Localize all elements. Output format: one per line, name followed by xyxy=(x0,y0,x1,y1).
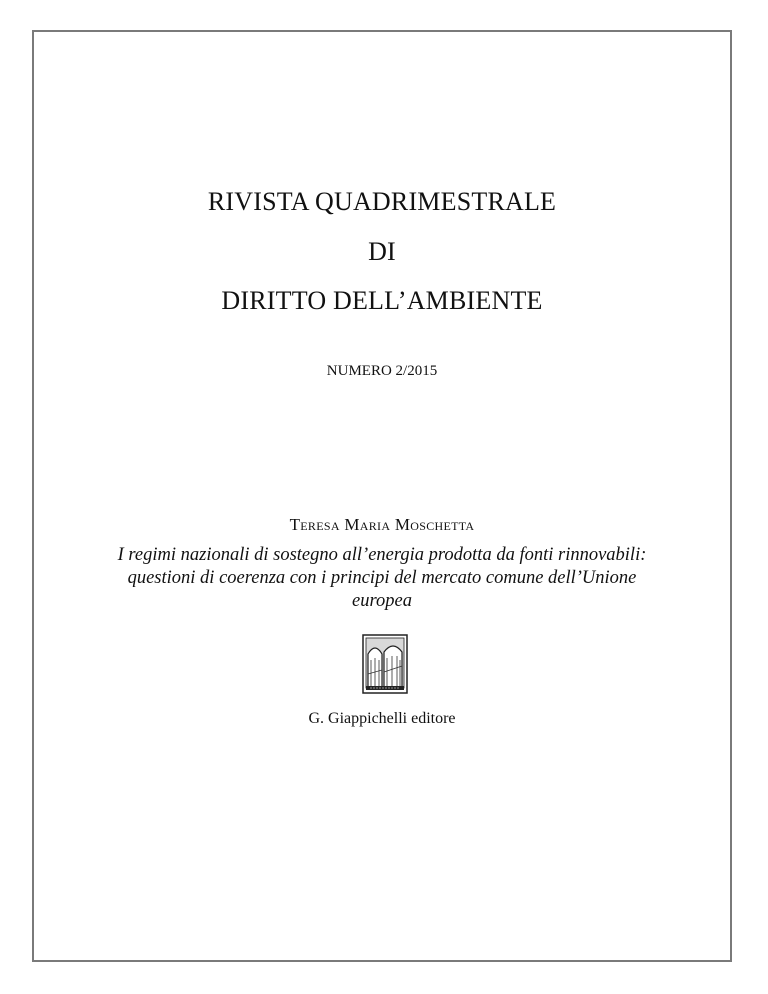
publisher-emblem-icon xyxy=(362,634,408,694)
journal-title-line-3: DIRITTO DELL’AMBIENTE xyxy=(221,286,543,315)
author-name: Teresa Maria Moschetta xyxy=(289,515,475,534)
page-frame xyxy=(32,30,732,962)
article-title-line-3: europea xyxy=(352,591,412,611)
article-title xyxy=(34,544,730,613)
journal-title-line-1: RIVISTA QUADRIMESTRALE xyxy=(207,187,557,216)
publisher-name: G. Giappichelli editore xyxy=(308,710,456,727)
issue-number: NUMERO 2/2015 xyxy=(326,363,438,379)
article-title-line-2: questioni di coerenza con i principi del mercato comune dell’Unione xyxy=(127,568,637,588)
journal-title-line-2: DI xyxy=(368,237,396,266)
article-title-line-1: I regimi nazionali di sostegno all’energia prodotta da fonti rinnovabili: xyxy=(117,545,647,565)
